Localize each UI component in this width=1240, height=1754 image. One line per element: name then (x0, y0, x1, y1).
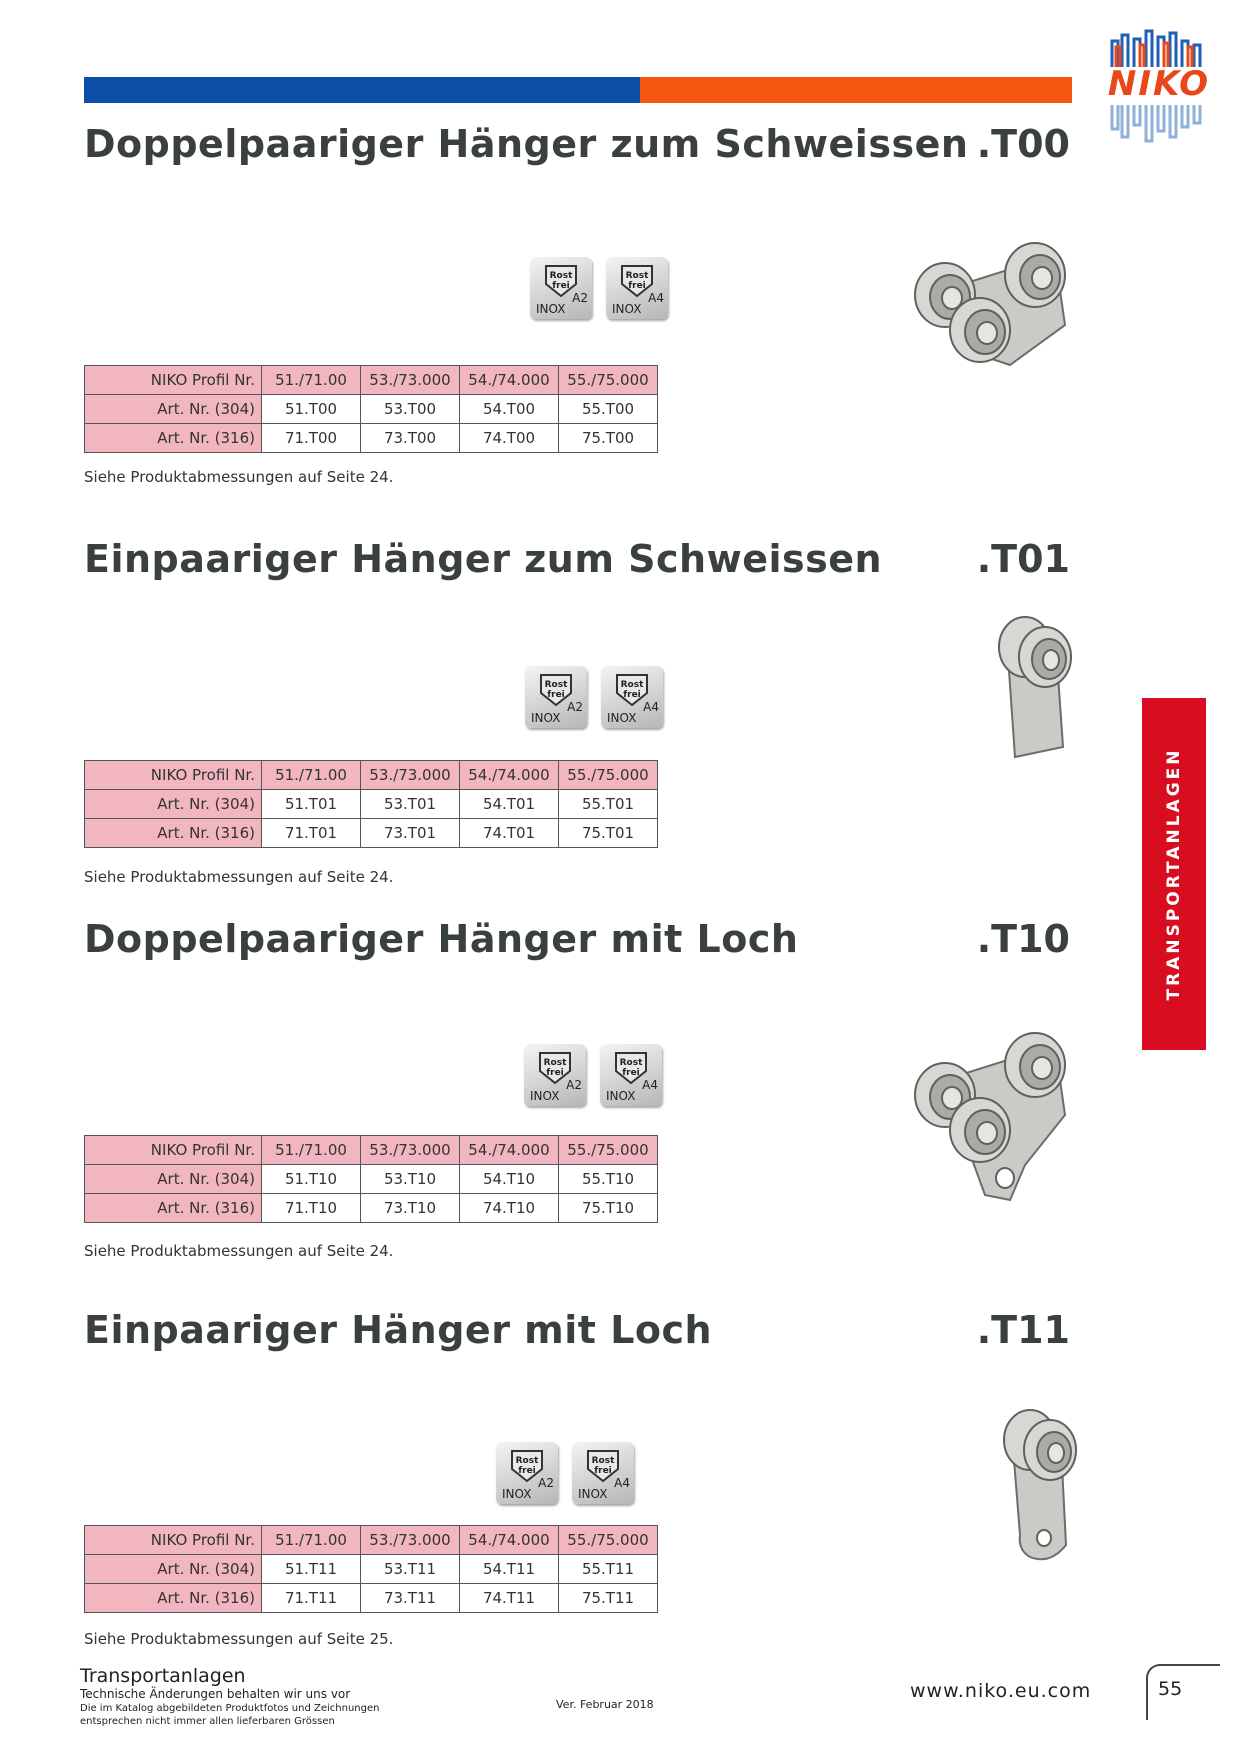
section-code-t01: .T01 (976, 537, 1070, 581)
section-code-t11: .T11 (976, 1308, 1070, 1352)
badge-frei-text: frei (622, 1068, 640, 1078)
badge-inox-label: INOX (531, 711, 561, 725)
cell: 51.T11 (262, 1555, 361, 1584)
cell: 55.T10 (559, 1165, 658, 1194)
section-code-t00: .T00 (976, 122, 1070, 166)
badge-rost-text: Rost (515, 1456, 539, 1466)
cell: 51.T10 (262, 1165, 361, 1194)
rostfrei-a4-badge (601, 666, 663, 728)
side-tab-label: TRANSPORTANLAGEN (1164, 747, 1184, 1001)
footer-version: Ver. Februar 2018 (556, 1698, 654, 1711)
rostfrei-a2-badge (525, 666, 587, 728)
profile-col: 51./71.00 (262, 1526, 361, 1555)
badge-rost-text: Rost (591, 1456, 615, 1466)
table-row (85, 1584, 658, 1613)
row-label: Art. Nr. (316) (85, 819, 262, 848)
cell: 71.T01 (262, 819, 361, 848)
spec-table-t10 (84, 1135, 658, 1223)
badge-inox-label: INOX (578, 1487, 608, 1501)
profile-col: 55./75.000 (559, 1526, 658, 1555)
spec-table-t00 (84, 365, 658, 453)
profile-col: 53./73.000 (361, 761, 460, 790)
note-t10: Siehe Produktabmessungen auf Seite 24. (84, 1242, 394, 1260)
footer-disclaimer: Technische Änderungen behalten wir uns vor (80, 1687, 351, 1701)
profile-col: 51./71.00 (262, 761, 361, 790)
row-label: Art. Nr. (304) (85, 790, 262, 819)
table-row (85, 395, 658, 424)
row-label: Art. Nr. (316) (85, 424, 262, 453)
badge-grade: A4 (648, 291, 664, 305)
badge-grade: A2 (572, 291, 588, 305)
profile-col: 51./71.00 (262, 366, 361, 395)
badge-frei-text: frei (547, 690, 565, 700)
badge-rost-text: Rost (544, 680, 568, 690)
table-row (85, 790, 658, 819)
rostfrei-a4-badge (572, 1442, 634, 1504)
section-title-t01: Einpaariger Hänger zum Schweissen (84, 537, 883, 581)
cell: 53.T10 (361, 1165, 460, 1194)
material-badges (496, 1442, 634, 1504)
profile-col: 54./74.000 (460, 761, 559, 790)
cell: 51.T00 (262, 395, 361, 424)
page-number: 55 (1158, 1678, 1183, 1700)
row-label: Art. Nr. (304) (85, 1555, 262, 1584)
badge-inox-label: INOX (612, 302, 642, 316)
profile-col: 54./74.000 (460, 1526, 559, 1555)
cell: 53.T11 (361, 1555, 460, 1584)
note-t11: Siehe Produktabmessungen auf Seite 25. (84, 1630, 394, 1648)
row-label: Art. Nr. (316) (85, 1584, 262, 1613)
badge-rost-text: Rost (625, 271, 649, 281)
single-pair-hanger-weld-image (985, 612, 1085, 762)
profile-col: 53./73.000 (361, 1136, 460, 1165)
cell: 75.T10 (559, 1194, 658, 1223)
material-badges (525, 666, 663, 728)
table-header-label: NIKO Profil Nr. (85, 1136, 262, 1165)
section-title-t11: Einpaariger Hänger mit Loch (84, 1308, 713, 1352)
badge-rost-text: Rost (620, 680, 644, 690)
badge-inox-label: INOX (536, 302, 566, 316)
cell: 55.T11 (559, 1555, 658, 1584)
section-code-t10: .T10 (976, 917, 1070, 961)
cell: 54.T01 (460, 790, 559, 819)
profile-col: 54./74.000 (460, 366, 559, 395)
badge-grade: A2 (567, 700, 583, 714)
badge-frei-text: frei (546, 1068, 564, 1078)
badge-inox-label: INOX (530, 1089, 560, 1103)
cell: 74.T01 (460, 819, 559, 848)
cell: 73.T01 (361, 819, 460, 848)
cell: 73.T11 (361, 1584, 460, 1613)
rostfrei-a4-badge (600, 1044, 662, 1106)
cell: 53.T01 (361, 790, 460, 819)
material-badges (524, 1044, 662, 1106)
badge-grade: A2 (538, 1476, 554, 1490)
table-row (85, 1555, 658, 1584)
cell: 71.T00 (262, 424, 361, 453)
cell: 73.T00 (361, 424, 460, 453)
profile-col: 55./75.000 (559, 761, 658, 790)
badge-rost-text: Rost (543, 1058, 567, 1068)
badge-frei-text: frei (518, 1466, 536, 1476)
profile-col: 55./75.000 (559, 1136, 658, 1165)
double-pair-hanger-weld-image (905, 225, 1085, 385)
profile-col: 53./73.000 (361, 1526, 460, 1555)
table-header-label: NIKO Profil Nr. (85, 1526, 262, 1555)
cell: 71.T10 (262, 1194, 361, 1223)
badge-grade: A4 (614, 1476, 630, 1490)
row-label: Art. Nr. (304) (85, 1165, 262, 1194)
row-label: Art. Nr. (316) (85, 1194, 262, 1223)
section-side-tab (1142, 698, 1206, 1050)
spec-table-t01 (84, 760, 658, 848)
badge-inox-label: INOX (606, 1089, 636, 1103)
cell: 54.T00 (460, 395, 559, 424)
badge-inox-label: INOX (607, 711, 637, 725)
table-header-label: NIKO Profil Nr. (85, 366, 262, 395)
note-t00: Siehe Produktabmessungen auf Seite 24. (84, 468, 394, 486)
header-bar-blue (84, 77, 640, 103)
header-bar-orange (640, 77, 1072, 103)
badge-grade: A2 (566, 1078, 582, 1092)
table-row (85, 1194, 658, 1223)
rostfrei-a2-badge (496, 1442, 558, 1504)
badge-inox-label: INOX (502, 1487, 532, 1501)
table-row (85, 424, 658, 453)
profile-col: 53./73.000 (361, 366, 460, 395)
cell: 74.T00 (460, 424, 559, 453)
badge-frei-text: frei (623, 690, 641, 700)
cell: 74.T10 (460, 1194, 559, 1223)
badge-rost-text: Rost (619, 1058, 643, 1068)
cell: 71.T11 (262, 1584, 361, 1613)
footer-website-link[interactable]: www.niko.eu.com (910, 1680, 1092, 1702)
logo-wordmark: NIKO (1100, 67, 1218, 101)
rostfrei-a2-badge (530, 257, 592, 319)
single-pair-hanger-hole-image (990, 1405, 1090, 1565)
badge-grade: A4 (642, 1078, 658, 1092)
cell: 53.T00 (361, 395, 460, 424)
cell: 55.T01 (559, 790, 658, 819)
profile-col: 55./75.000 (559, 366, 658, 395)
cell: 55.T00 (559, 395, 658, 424)
footer-title: Transportanlagen (80, 1665, 246, 1687)
table-header-label: NIKO Profil Nr. (85, 761, 262, 790)
profile-col: 54./74.000 (460, 1136, 559, 1165)
footer-note: Die im Katalog abgebildeten Produktfotos und Zeichnungen entsprechen nicht immer allen lieferbaren Grössen (80, 1703, 380, 1727)
section-title-t10: Doppelpaariger Hänger mit Loch (84, 917, 799, 961)
double-pair-hanger-hole-image (905, 1015, 1085, 1205)
niko-logo (1100, 25, 1220, 155)
cell: 74.T11 (460, 1584, 559, 1613)
badge-rost-text: Rost (549, 271, 573, 281)
row-label: Art. Nr. (304) (85, 395, 262, 424)
badge-frei-text: frei (594, 1466, 612, 1476)
profile-col: 51./71.00 (262, 1136, 361, 1165)
material-badges (530, 257, 668, 319)
cell: 54.T11 (460, 1555, 559, 1584)
cell: 75.T11 (559, 1584, 658, 1613)
badge-frei-text: frei (552, 281, 570, 291)
cell: 51.T01 (262, 790, 361, 819)
badge-frei-text: frei (628, 281, 646, 291)
badge-grade: A4 (643, 700, 659, 714)
spec-table-t11 (84, 1525, 658, 1613)
table-row (85, 819, 658, 848)
note-t01: Siehe Produktabmessungen auf Seite 24. (84, 868, 394, 886)
table-row (85, 1165, 658, 1194)
cell: 73.T10 (361, 1194, 460, 1223)
cell: 75.T00 (559, 424, 658, 453)
section-title-t00: Doppelpaariger Hänger zum Schweissen (84, 122, 969, 166)
rostfrei-a4-badge (606, 257, 668, 319)
cell: 75.T01 (559, 819, 658, 848)
rostfrei-a2-badge (524, 1044, 586, 1106)
cell: 54.T10 (460, 1165, 559, 1194)
